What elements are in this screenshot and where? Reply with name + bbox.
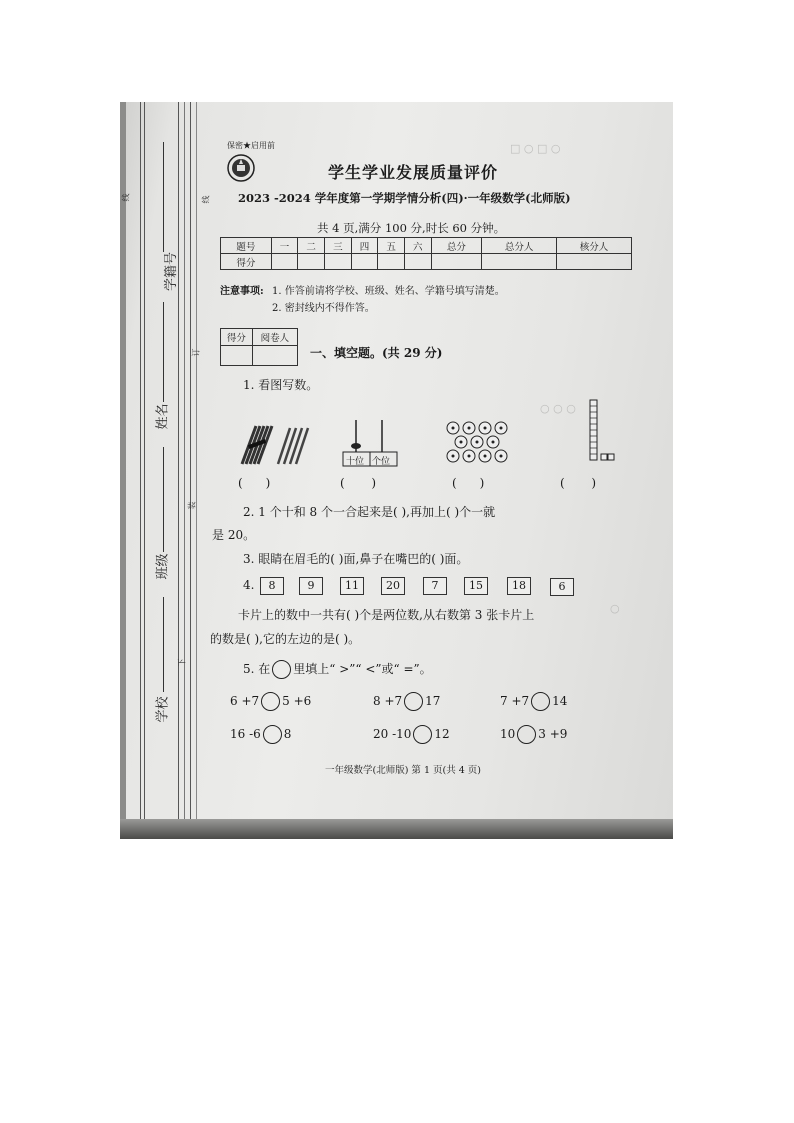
answer-blank[interactable]: ( ) xyxy=(340,476,377,490)
question-3: 3. 眼睛在眉毛的( )面,鼻子在嘴巴的( )面。 xyxy=(243,552,469,566)
binding-strip xyxy=(120,102,210,839)
score-cell[interactable] xyxy=(325,254,352,270)
number-card: 9 xyxy=(299,577,323,595)
score-table-cell: 题号 xyxy=(221,238,272,254)
binding-line xyxy=(184,102,185,819)
compare-circle[interactable] xyxy=(413,725,432,744)
score-table-cell: 四 xyxy=(351,238,378,254)
compare-right: 14 xyxy=(552,694,568,708)
number-card: 15 xyxy=(464,577,488,595)
compare-circle[interactable] xyxy=(404,692,423,711)
bleed-through: ○ ○ ○ xyxy=(540,402,576,415)
number-card: 6 xyxy=(550,578,574,596)
student-id-label: 学籍号 xyxy=(164,251,180,292)
answer-blank[interactable]: ( ) xyxy=(560,476,597,490)
score-table-cell: 核分人 xyxy=(557,238,632,254)
score-cell[interactable] xyxy=(404,254,431,270)
question-4-text: 卡片上的数中一共有( )个是两位数,从右数第 3 张卡片上 xyxy=(238,608,535,622)
number-card: 7 xyxy=(423,577,447,595)
question-1: 1. 看图写数。 xyxy=(243,378,319,392)
field-underline xyxy=(163,447,164,552)
page-footer: 一年级数学(北师版) 第 1 页(共 4 页) xyxy=(325,765,482,776)
number-card: 8 xyxy=(260,577,284,595)
compare-item xyxy=(373,692,440,711)
question-4-label: 4. xyxy=(243,578,255,592)
bleed-through: ○ xyxy=(610,602,620,615)
bleed-through: □ ○ □ ○ xyxy=(510,142,561,155)
compare-item xyxy=(373,725,450,744)
photo-bottom-shadow xyxy=(120,819,673,839)
stick-bundle-image xyxy=(238,420,310,468)
compare-right: 12 xyxy=(434,727,450,741)
score-table-cell: 二 xyxy=(298,238,325,254)
compare-circle[interactable] xyxy=(263,725,282,744)
compare-right: 5 +6 xyxy=(282,694,312,708)
compare-left: 20 -10 xyxy=(373,727,412,741)
grader-reviewer-cell[interactable] xyxy=(252,346,297,366)
section-heading: 一、填空题。(共 29 分) xyxy=(310,346,443,360)
flowers-image xyxy=(445,420,509,470)
seal-mark: 线 xyxy=(121,193,131,202)
class-label: 班级 xyxy=(155,553,171,580)
score-cell[interactable] xyxy=(378,254,405,270)
score-table-cell: 六 xyxy=(404,238,431,254)
score-table-cell: 一 xyxy=(271,238,298,254)
binding-line xyxy=(140,102,141,819)
exam-subtitle: 2023 -2024 学年度第一学期学情分析(四)·一年级数学(北师版) xyxy=(238,191,571,205)
notes-item: 1. 作答前请将学校、班级、姓名、学籍号填写清楚。 xyxy=(272,286,505,297)
cube-blocks-image xyxy=(580,398,616,470)
score-cell[interactable] xyxy=(271,254,298,270)
grader-score-cell[interactable] xyxy=(221,346,253,366)
compare-circle[interactable] xyxy=(517,725,536,744)
field-underline xyxy=(163,597,164,692)
score-table-cell: 总分人 xyxy=(482,238,557,254)
binding-line xyxy=(196,102,197,819)
answer-blank[interactable]: ( ) xyxy=(452,476,485,490)
notes-item: 2. 密封线内不得作答。 xyxy=(272,303,375,314)
seal-mark: 下 xyxy=(177,658,187,667)
exam-page xyxy=(210,102,673,819)
exam-info: 共 4 页,满分 100 分,时长 60 分钟。 xyxy=(317,221,506,235)
compare-left: 8 +7 xyxy=(373,694,403,708)
binding-line xyxy=(178,102,179,819)
compare-left: 16 -6 xyxy=(230,727,261,741)
compare-item xyxy=(230,725,291,744)
grader-box-label: 得分 xyxy=(221,329,253,346)
circle-blank-icon xyxy=(272,660,291,679)
school-logo xyxy=(227,154,255,182)
question-5-suffix: 里填上“ >”“ <”或“ =”。 xyxy=(293,662,432,676)
score-table-cell: 五 xyxy=(378,238,405,254)
grader-box xyxy=(220,328,298,366)
score-cell[interactable] xyxy=(482,254,557,270)
binding-line xyxy=(144,102,145,819)
question-5 xyxy=(243,660,432,679)
score-cell[interactable] xyxy=(351,254,378,270)
compare-left: 10 xyxy=(500,727,516,741)
compare-left: 6 +7 xyxy=(230,694,260,708)
score-table-cell: 三 xyxy=(325,238,352,254)
number-card: 11 xyxy=(340,577,364,595)
compare-item xyxy=(500,725,567,744)
seal-mark: 订 xyxy=(191,348,201,357)
grader-box-label: 阅卷人 xyxy=(252,329,297,346)
compare-item xyxy=(230,692,311,711)
question-5-prefix: 5. 在 xyxy=(243,662,271,676)
score-table-cell: 得分 xyxy=(221,254,272,270)
field-underline xyxy=(163,142,164,252)
compare-right: 8 xyxy=(283,727,292,741)
compare-circle[interactable] xyxy=(531,692,550,711)
score-cell[interactable] xyxy=(431,254,482,270)
number-card: 18 xyxy=(507,577,531,595)
compare-right: 17 xyxy=(425,694,441,708)
question-2: 2. 1 个十和 8 个一合起来是( ),再加上( )个一就 xyxy=(243,505,496,519)
question-2-cont: 是 20。 xyxy=(212,528,256,542)
seal-mark: 线 xyxy=(201,195,211,204)
compare-right: 3 +9 xyxy=(538,727,568,741)
binding-line xyxy=(190,102,191,819)
school-label: 学校 xyxy=(155,696,171,723)
compare-item xyxy=(500,692,567,711)
score-cell[interactable] xyxy=(557,254,632,270)
compare-circle[interactable] xyxy=(261,692,280,711)
number-card: 20 xyxy=(381,577,405,595)
exam-title: 学生学业发展质量评价 xyxy=(328,163,499,182)
abacus-tens-label: 十位 xyxy=(346,457,365,467)
notes-label: 注意事项: xyxy=(220,286,264,297)
confidential-label: 保密★启用前 xyxy=(227,141,275,150)
score-cell[interactable] xyxy=(298,254,325,270)
compare-left: 7 +7 xyxy=(500,694,530,708)
question-4-cont: 的数是( ),它的左边的是( )。 xyxy=(210,632,361,646)
name-label: 姓名 xyxy=(155,403,171,430)
exam-photo xyxy=(120,102,673,839)
abacus-ones-label: 个位 xyxy=(372,457,391,467)
score-table xyxy=(220,237,632,270)
field-underline xyxy=(163,302,164,402)
answer-blank[interactable]: ( ) xyxy=(238,476,271,490)
seal-mark: 装 xyxy=(187,501,197,510)
score-table-cell: 总分 xyxy=(431,238,482,254)
